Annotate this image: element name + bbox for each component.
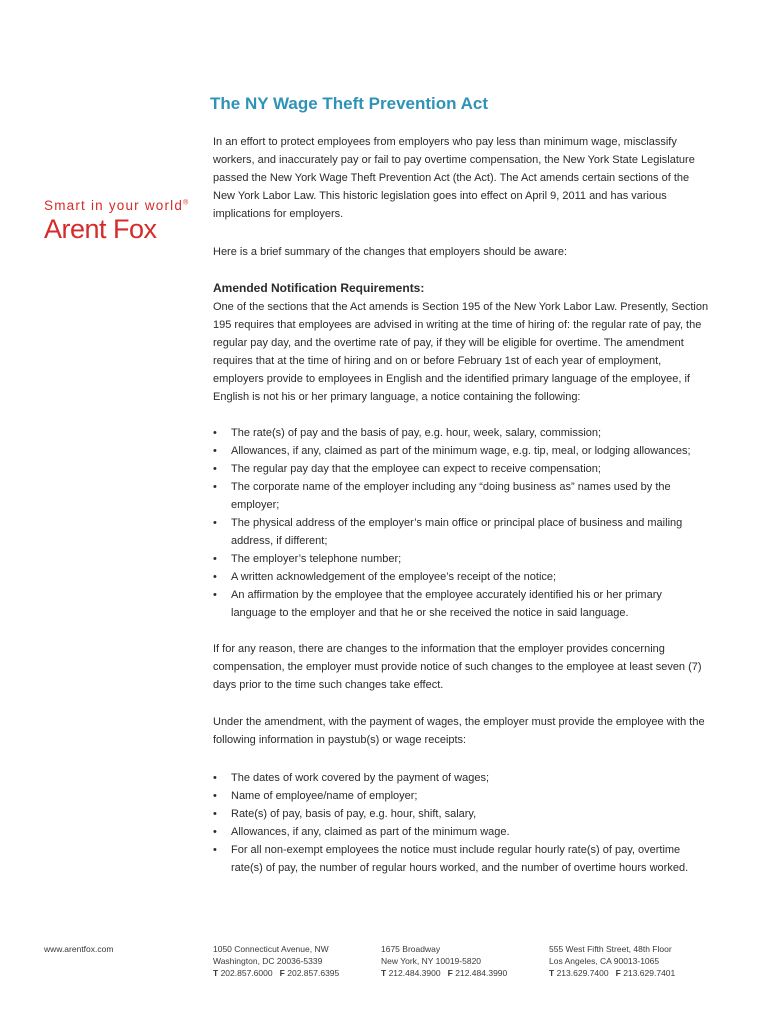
wages-paragraph: Under the amendment, with the payment of wages, the employer must provide the employee with the following information in paystub(s) or wage receipts: (213, 716, 705, 746)
footer-office-la: 555 West Fifth Street, 48th Floor Los Angeles, CA 90013-1065 T 213.629.7400 F 213.629.7401 (549, 944, 676, 978)
document-title: The NY Wage Theft Prevention Act (210, 94, 489, 113)
list-item: • The employer’s telephone number; (213, 553, 402, 565)
page-footer (0, 943, 770, 993)
logo-tagline: Smart in your world® (44, 198, 190, 213)
notice-list (213, 424, 713, 622)
list-item: • A written acknowledgement of the employee’s receipt of the notice; (213, 571, 557, 583)
list-item: • Rate(s) of pay, basis of pay, e.g. hour, shift, salary, (213, 808, 477, 820)
list-item: • Allowances, if any, claimed as part of the minimum wage, e.g. tip, meal, or lodging allowances; (213, 445, 691, 457)
summary-intro: Here is a brief summary of the changes that employers should be aware: (213, 246, 568, 258)
list-item: • The physical address of the employer’s main office or principal place of business and mailing address, if different; (213, 517, 683, 547)
list-item: • The regular pay day that the employee can expect to receive compensation; (213, 463, 601, 475)
section-paragraph: One of the sections that the Act amends is Section 195 of the New York Labor Law. Presently, Section 195 requires that employees are advised in writing at the time of hiring of: the regular rate of pay, the regular pay day, and the overtime rate of pay, if they will be eligible for overtime. The amendment requires that at the time of hiring and on or before February 1st of each year of employment, employers provide to employees in English and the identified primary language of the employee, if English is not his or her primary language, a notice containing the following: (213, 301, 709, 403)
list-item: • The dates of work covered by the payment of wages; (213, 772, 490, 784)
footer-office-dc: 1050 Connecticut Avenue, NW Washington, DC 20036-5339 T 202.857.6000 F 202.857.6395 (213, 944, 340, 978)
list-item: • The corporate name of the employer including any “doing business as” names used by the employer; (213, 481, 671, 511)
company-logo (44, 198, 190, 244)
list-item: • Allowances, if any, claimed as part of the minimum wage. (213, 826, 510, 838)
footer-website: www.arentfox.com (44, 944, 114, 954)
paystub-list (213, 769, 713, 877)
list-item: • For all non-exempt employees the notice must include regular hourly rate(s) of pay, overtime rate(s) of pay, the number of regular hours worked, and the number of overtime hours worked. (213, 844, 689, 874)
list-item: • The rate(s) of pay and the basis of pay, e.g. hour, week, salary, commission; (213, 427, 602, 439)
intro-paragraph: In an effort to protect employees from employers who pay less than minimum wage, misclassify workers, and inaccurately pay or fail to pay overtime compensation, the New York State Legislature passed the New York Wage Theft Prevention Act (the Act). The Act amends certain sections of the New York Labor Law. This historic legislation goes into effect on April 9, 2011 and has various implications for employers. (213, 136, 695, 220)
list-item: • Name of employee/name of employer; (213, 790, 418, 802)
changes-paragraph: If for any reason, there are changes to the information that the employer provides concerning compensation, the employer must provide notice of such changes to the employee at least seven (7) days prior to the time such changes take effect. (213, 643, 702, 691)
footer-office-ny: 1675 Broadway New York, NY 10019-5820 T 212.484.3900 F 212.484.3990 (381, 944, 508, 978)
list-item: • An affirmation by the employee that the employee accurately identified his or her primary language to the employer and that he or she received the notice in said language. (213, 589, 662, 619)
section-heading: Amended Notification Requirements: (213, 281, 425, 295)
logo-wordmark: Arent Fox (44, 214, 157, 244)
